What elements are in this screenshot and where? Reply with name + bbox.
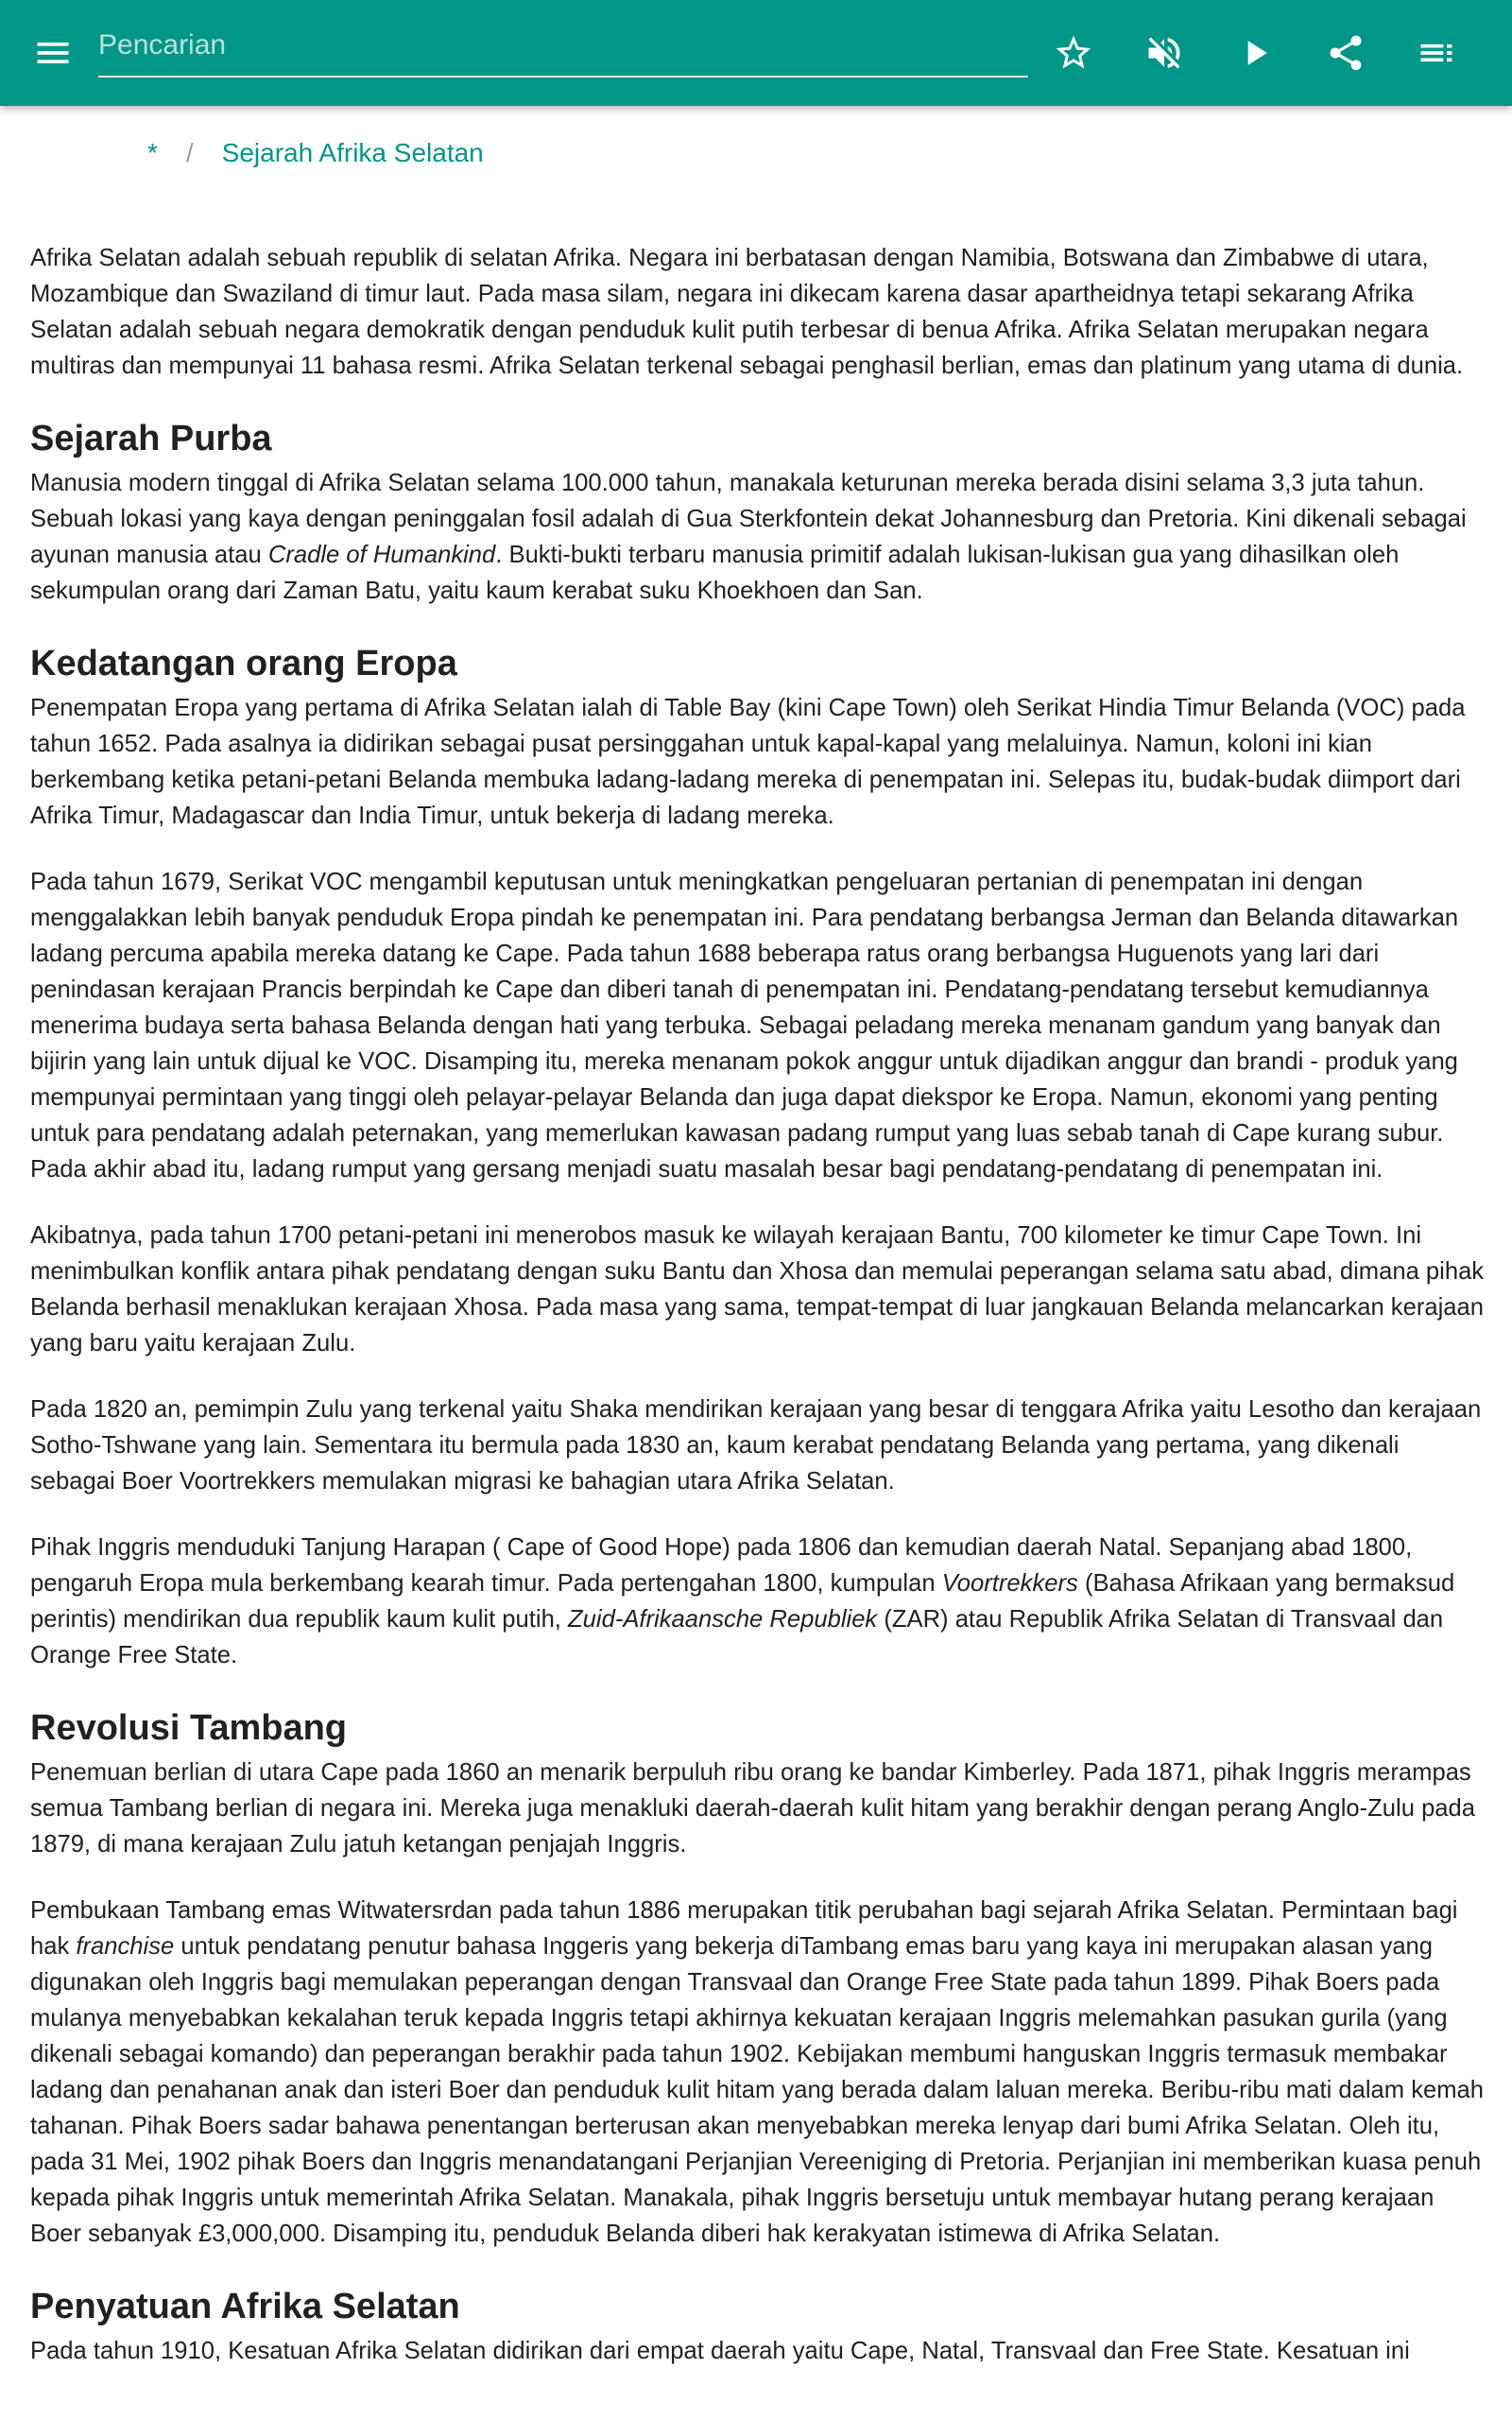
section-heading-kedatangan-orang-eropa: Kedatangan orang Eropa	[30, 644, 457, 683]
breadcrumb-current-link[interactable]: Sejarah Afrika Selatan	[221, 138, 484, 167]
paragraph: Penemuan berlian di utara Cape pada 1860 an menarik berpuluh ribu orang ke bandar Kimberley. Pada 1871, pihak Inggris merampas semua Tambang berlian di negara ini. Mereka juga menakluki daerah-daerah kulit hitam yang berakhir dengan perang Anglo-Zulu pada 1879, di mana kerajaan Zulu jatuh ketangan penjajah Inggris.	[30, 1759, 1476, 1858]
paragraph: Penempatan Eropa yang pertama di Afrika Selatan ialah di Table Bay (kini Cape Town) oleh Serikat Hindia Timur Belanda (VOC) pada tahun 1652. Pada asalnya ia didirikan sebagai pusat persinggahan untuk kapal-kapal yang melaluinya. Namun, koloni ini kian berkembang ketika petani-petani Belanda membuka ladang-ladang mereka di penempatan ini. Selepas itu, budak-budak diimport dari Afrika Timur, Madagascar dan India Timur, untuk bekerja di ladang mereka.	[30, 695, 1466, 829]
paragraph: Pihak Inggris menduduki Tanjung Harapan ( Cape of Good Hope) pada 1806 dan kemudian daerah Natal. Sepanjang abad 1800, pengaruh Eropa mula berkembang kearah timur. Pada pertengahan 1800, kumpulan Voortrekkers (Bahasa Afrikaan yang bermaksud perintis) mendirikan dua republik kaum kulit putih, Zuid-Afrikaansche Republiek (ZAR) atau Republik Afrika Selatan di Transvaal dan Orange Free State.	[30, 1534, 1455, 1668]
breadcrumb-home-link[interactable]: *	[147, 138, 158, 167]
section-heading-revolusi-tambang: Revolusi Tambang	[30, 1708, 348, 1748]
breadcrumb-separator: /	[185, 138, 194, 167]
paragraph: Pembukaan Tambang emas Witwatersrdan pada tahun 1886 merupakan titik perubahan bagi sejarah Afrika Selatan. Permintaan bagi hak franchise untuk pendatang penutur bahasa Inggeris yang bekerja diTambang emas baru yang kaya ini merupakan alasan yang digunakan oleh Inggris bagi memulakan peperangan dengan Transvaal dan Orange Free State pada tahun 1899. Pihak Boers pada mulanya menyebabkan kekalahan teruk kepada Inggris tetapi akhirnya kekuatan kerajaan Inggris melemahkan pasukan gurila (yang dikenali sebagai komando) dan peperangan berakhir pada tahun 1902. Kebijakan membumi hanguskan Inggris termasuk membakar ladang dan penahanan anak dan isteri Boer dan penduduk kulit hitam yang berada dalam laluan mereka. Beribu-ribu mati dalam kemah tahanan. Pihak Boers sadar bahawa penentangan berterusan akan menyebabkan mereka lenyap dari bumi Afrika Selatan. Oleh itu, pada 31 Mei, 1902 pihak Boers dan Inggris menandatangani Perjanjian Vereeniging di Pretoria. Perjanjian ini memberikan kuasa penuh kepada pihak Inggris untuk memerintah Afrika Selatan. Manakala, pihak Inggris bersetuju untuk membayar hutang perang kerajaan Boer sebanyak £3,000,000. Disamping itu, penduduk Belanda diberi hak kerakyatan istimewa di Afrika Selatan.	[30, 1897, 1485, 2247]
playlist-icon[interactable]	[1406, 23, 1467, 83]
article-content	[30, 240, 1486, 2399]
volume-off-icon[interactable]	[1134, 23, 1194, 83]
paragraph: Akibatnya, pada tahun 1700 petani-petani ini menerobos masuk ke wilayah kerajaan Bantu, 700 kilometer ke timur Cape Town. Ini menimbulkan konflik antara pihak pendatang dengan suku Bantu dan Xhosa dan memulai peperangan selama satu abad, dimana pihak Belanda berhasil menaklukan kerajaan Xhosa. Pada masa yang sama, tempat-tempat di luar jangkauan Belanda melancarkan kerajaan yang baru yaitu kerajaan Zulu.	[30, 1222, 1485, 1357]
intro-paragraph: Afrika Selatan adalah sebuah republik di selatan Afrika. Negara ini berbatasan dengan Namibia, Botswana dan Zimbabwe di utara, Mozambique dan Swaziland di timur laut. Pada masa silam, negara ini dikecam karena dasar apartheidnya tetapi sekarang Afrika Selatan adalah sebuah negara demokratik dengan penduduk kulit putih terbesar di benua Afrika. Afrika Selatan merupakan negara multiras dan mempunyai 11 bahasa resmi. Afrika Selatan terkenal sebagai penghasil berlian, emas dan platinum yang utama di dunia.	[30, 245, 1464, 379]
breadcrumb	[147, 138, 484, 168]
search-field[interactable]	[98, 19, 1028, 78]
section-heading-penyatuan-afrika-selatan: Penyatuan Afrika Selatan	[30, 2287, 460, 2326]
menu-icon[interactable]	[23, 23, 83, 83]
search-input[interactable]	[98, 19, 1028, 72]
paragraph: Pada tahun 1679, Serikat VOC mengambil keputusan untuk meningkatkan pengeluaran pertanian di penempatan ini dengan menggalakkan lebih banyak penduduk Eropa pindah ke penempatan ini. Para pendatang berbangsa Jerman dan Belanda ditawarkan ladang percuma apabila mereka datang ke Cape. Pada tahun 1688 beberapa ratus orang berbangsa Huguenots yang lari dari penindasan kerajaan Prancis berpindah ke Cape dan diberi tanah di penempatan ini. Pendatang-pendatang tersebut kemudiannya menerima budaya serta bahasa Belanda dengan hati yang terbuka. Sebagai peladang mereka menanam gandum yang banyak dan bijirin yang lain untuk dijual ke VOC. Disamping itu, mereka menanam pokok anggur untuk dijadikan anggur dan brandi - produk yang mempunyai permintaan yang tinggi oleh pelayar-pelayar Belanda dan juga dapat diekspor ke Eropa. Namun, ekonomi yang penting untuk para pendatang adalah peternakan, yang memerlukan kawasan padang rumput yang luas sebab tanah di Cape kurang subur. Pada akhir abad itu, ladang rumput yang gersang menjadi suatu masalah besar bagi pendatang-pendatang di penempatan ini.	[30, 869, 1459, 1183]
share-icon[interactable]	[1315, 23, 1376, 83]
play-icon[interactable]	[1225, 23, 1285, 83]
section-heading-sejarah-purba: Sejarah Purba	[30, 419, 272, 458]
paragraph: Pada tahun 1910, Kesatuan Afrika Selatan didirikan dari empat daerah yaitu Cape, Natal, Transvaal dan Free State. Kesatuan ini	[30, 2338, 1410, 2364]
paragraph: Pada 1820 an, pemimpin Zulu yang terkenal yaitu Shaka mendirikan kerajaan yang besar di tenggara Afrika yaitu Lesotho dan kerajaan Sotho-Tshwane yang lain. Sementara itu bermula pada 1830 an, kaum kerabat pendatang Belanda yang pertama, yang dikenali sebagai Boer Voortrekkers memulakan migrasi ke bahagian utara Afrika Selatan.	[30, 1396, 1482, 1495]
paragraph: Manusia modern tinggal di Afrika Selatan selama 100.000 tahun, manakala keturunan mereka berada disini selama 3,3 juta tahun. Sebuah lokasi yang kaya dengan peninggalan fosil adalah di Gua Sterkfontein dekat Johannesburg dan Pretoria. Kini dikenali sebagai ayunan manusia atau Cradle of Humankind. Bukti-bukti terbaru manusia primitif adalah lukisan-lukisan gua yang dihasilkan oleh sekumpulan orang dari Zaman Batu, yaitu kaum kerabat suku Khoekhoen dan San.	[30, 470, 1467, 604]
star-outline-icon[interactable]	[1043, 23, 1104, 83]
app-bar	[0, 0, 1512, 106]
